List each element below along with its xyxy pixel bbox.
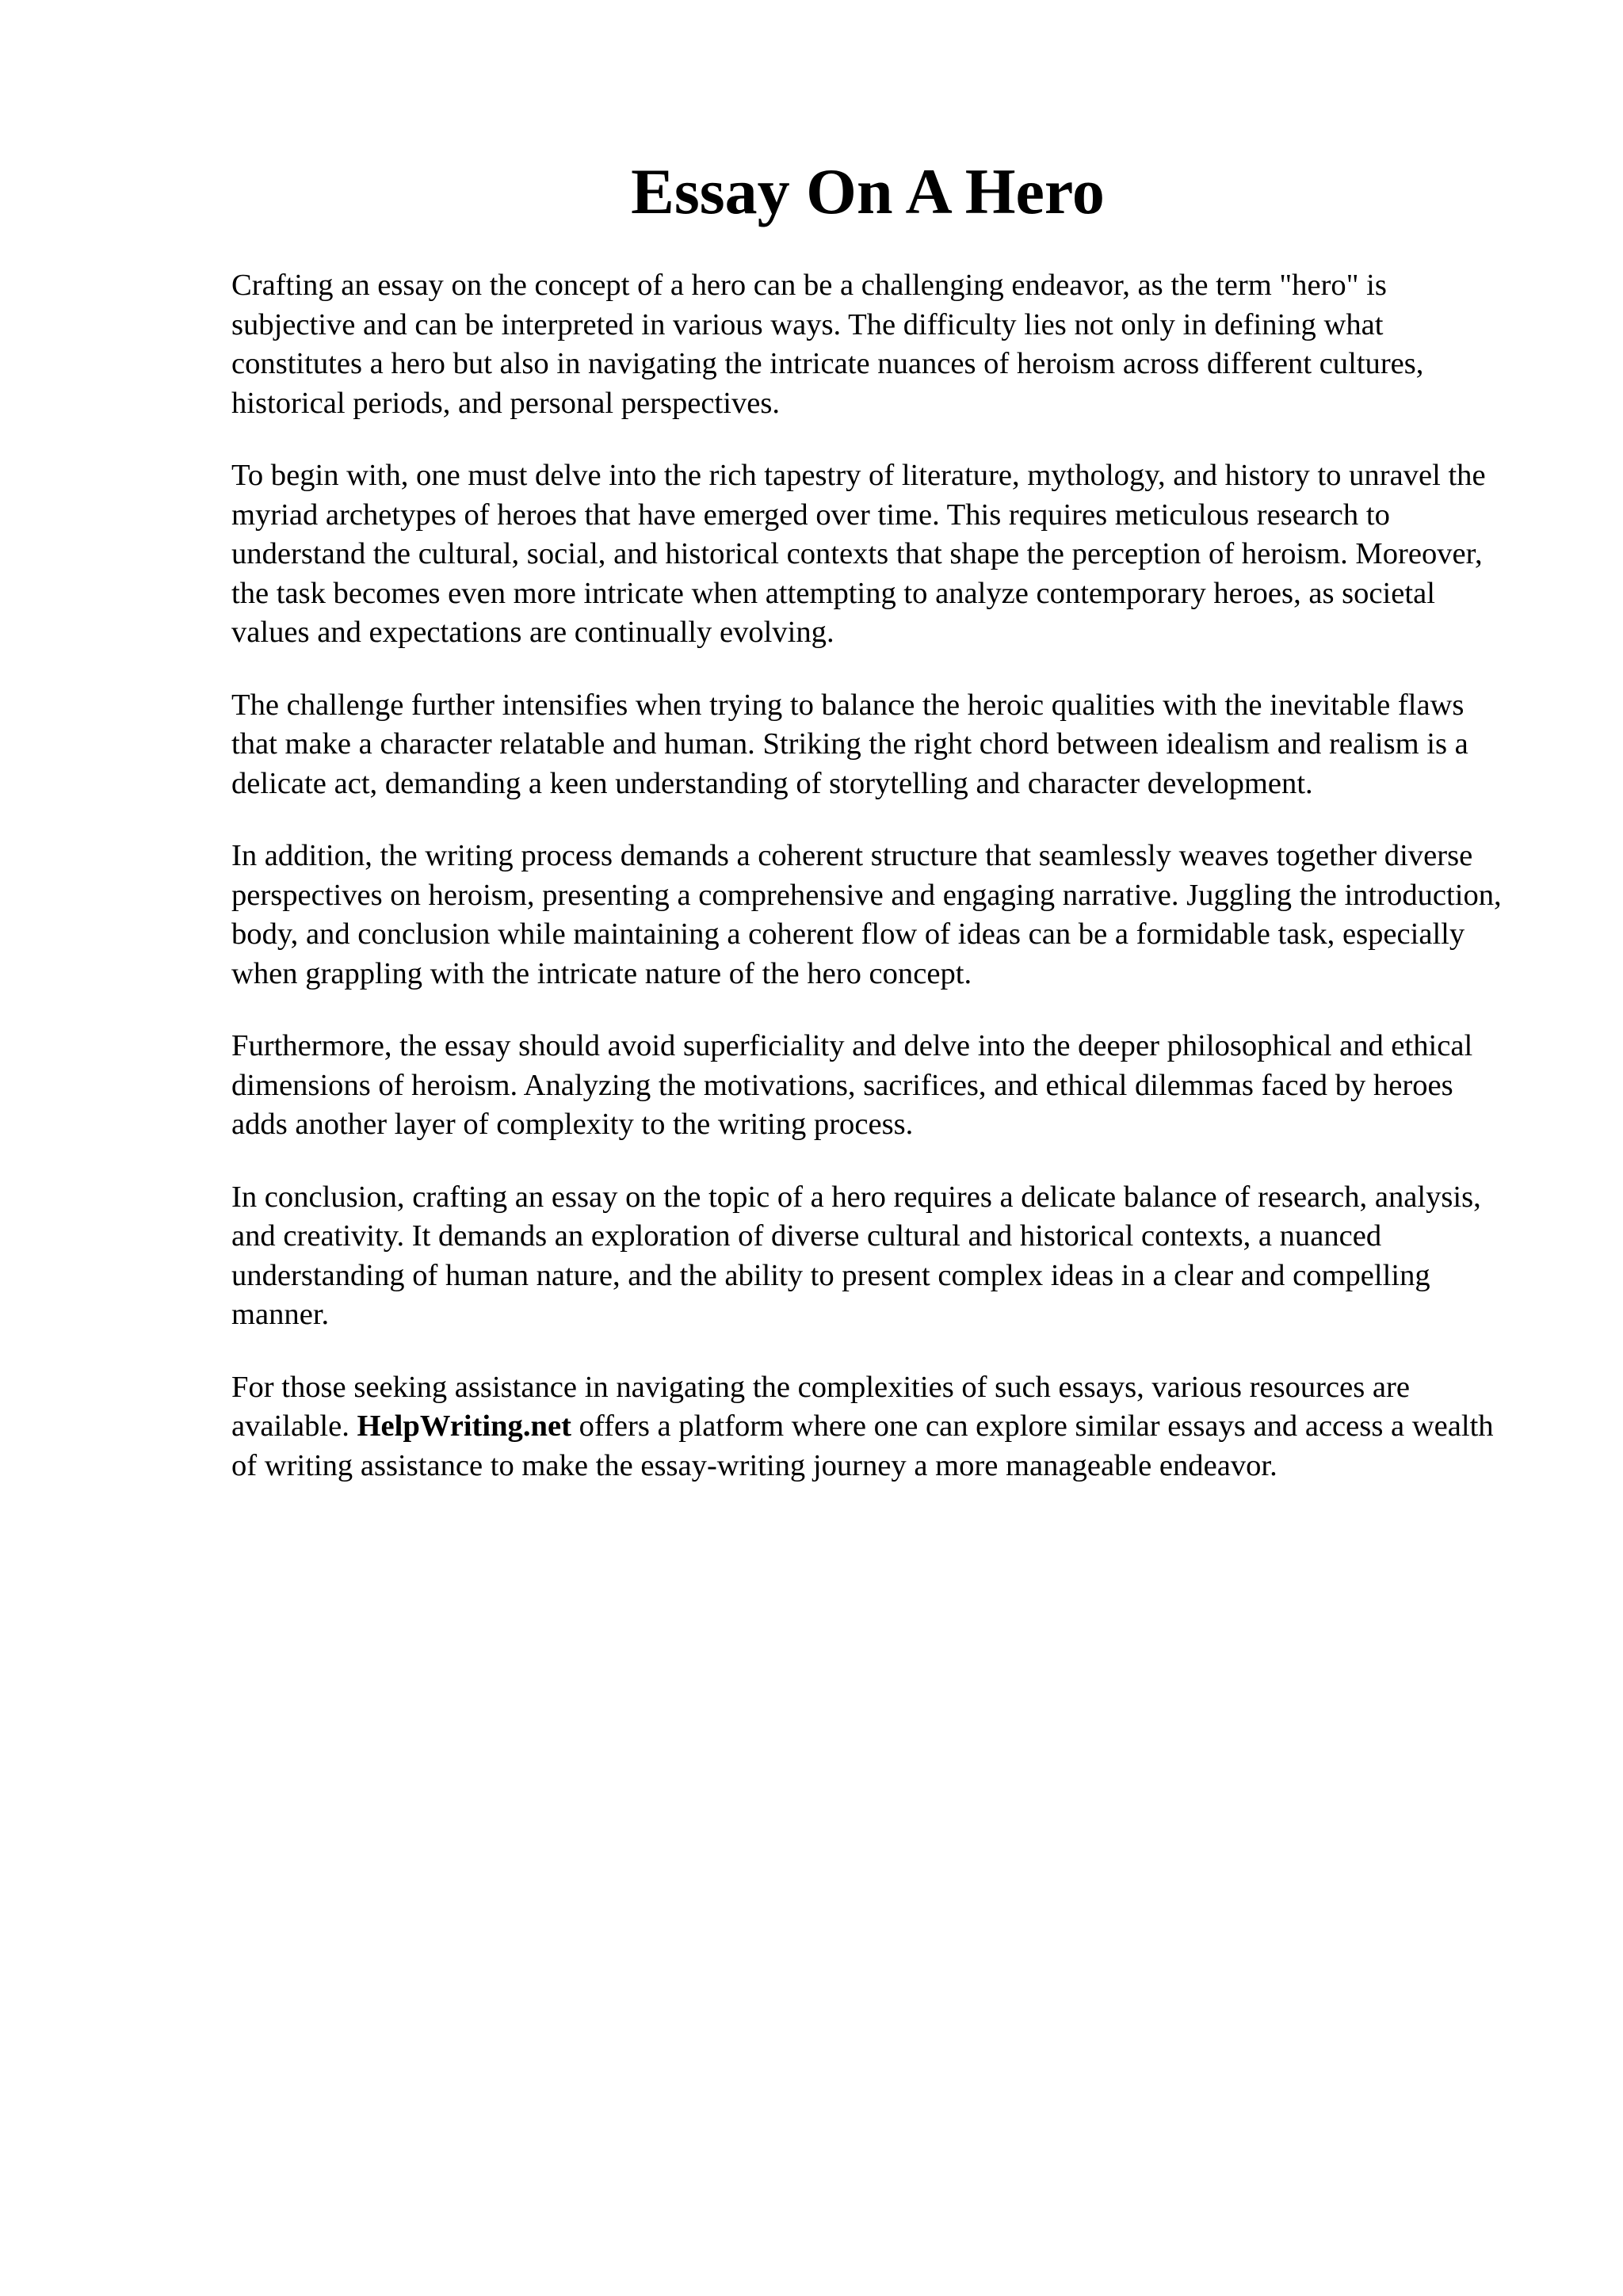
document-body: [231, 266, 1515, 1519]
paragraph-1: Crafting an essay on the concept of a hero can be a challenging endeavor, as the term "hero" is subjective and can be interpreted in various ways. The difficulty lies not only in defining what constitutes a hero but also in navigating the intricate nuances of heroism across different cultures, historical periods, and personal perspectives.: [231, 269, 1424, 420]
paragraph-3: The challenge further intensifies when trying to balance the heroic qualities with the inevitable flaws that make a character relatable and human. Striking the right chord between idealism and realism is a delicate act, demanding a keen understanding of storytelling and character development.: [231, 688, 1468, 800]
paragraph-6: In conclusion, crafting an essay on the topic of a hero requires a delicate balance of research, analysis, and creativity. It demands an exploration of diverse cultural and historical contexts, a nuanced understanding of human nature, and the ability to present complex ideas in a clear and compelling manner.: [231, 1180, 1481, 1331]
paragraph-4: In addition, the writing process demands a coherent structure that seamlessly weaves together diverse perspectives on heroism, presenting a comprehensive and engaging narrative. Juggling the introduction, body, and conclusion while maintaining a coherent flow of ideas can be a formidable task, especially when grappling with the intricate nature of the hero concept.: [231, 839, 1502, 990]
document-title: Essay On A Hero: [631, 155, 1105, 227]
closing-text-before: For those seeking assistance in navigating the complexities of such essays, various resources are available.: [231, 1370, 1411, 1443]
paragraph-5: Furthermore, the essay should avoid superficiality and delve into the deeper philosophical and ethical dimensions of heroism. Analyzing the motivations, sacrifices, and ethical dilemmas faced by heroes adds another layer of complexity to the writing process.: [231, 1029, 1473, 1141]
brand-name: HelpWriting.net: [357, 1409, 571, 1443]
closing-text-after: offers a platform where one can explore similar essays and access a wealth of writing assistance to make the essay-writing journey a more manageable endeavor.: [231, 1409, 1494, 1482]
closing-paragraph: [231, 1368, 1515, 1486]
paragraph-2: To begin with, one must delve into the rich tapestry of literature, mythology, and history to unravel the myriad archetypes of heroes that have emerged over time. This requires meticulous research to understand the cultural, social, and historical contexts that shape the perception of heroism. Moreover, the task becomes even more intricate when attempting to analyze contemporary heroes, as societal values and expectations are continually evolving.: [231, 459, 1486, 649]
